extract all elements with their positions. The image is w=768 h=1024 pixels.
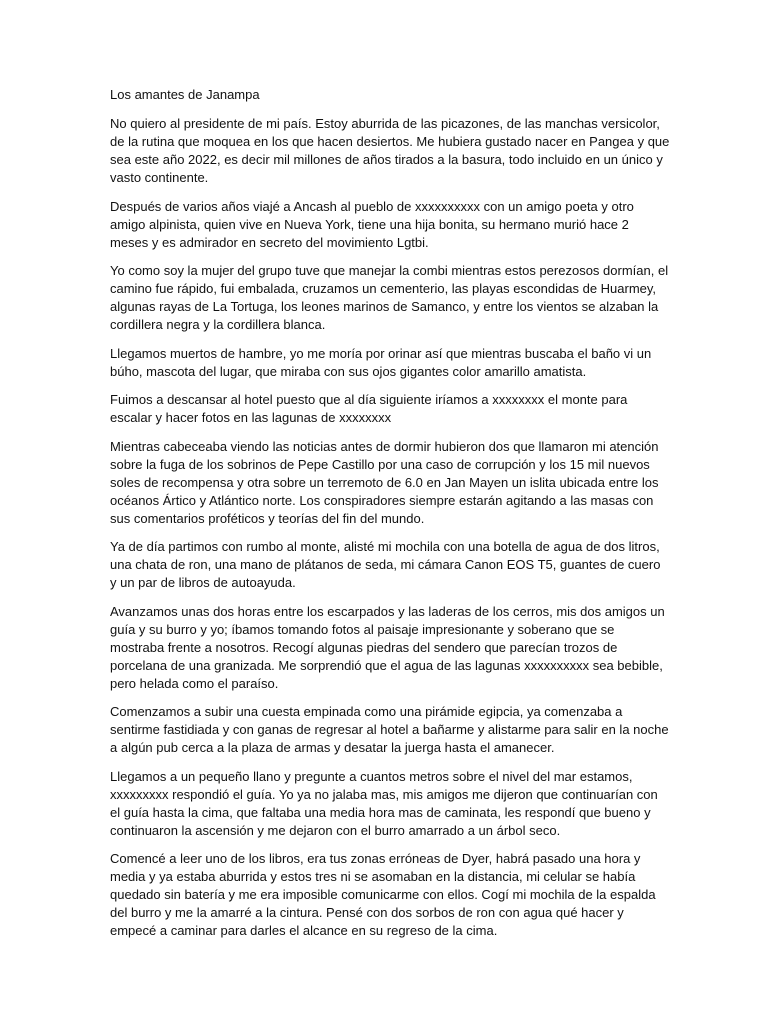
- paragraph-9: Comenzamos a subir una cuesta empinada como una pirámide egipcia, ya comenzaba a sentirme fastidiada y con ganas de regresar al hotel a bañarme y alistarme para salir en la noche a algún pub cerca a la plaza de armas y desatar la juerga hasta el amanecer.: [110, 704, 669, 755]
- paragraph-8: Avanzamos unas dos horas entre los escarpados y las laderas de los cerros, mis dos amigos un guía y su burro y yo; íbamos tomando fotos al paisaje impresionante y soberano que se mostraba frente a nosotros. Recogí algunas piedras del sendero que parecían trozos de porcelana de una granizada. Me sorprendió que el agua de las lagunas xxxxxxxxxx sea bebible, pero helada como el paraíso.: [110, 603, 665, 691]
- paragraph-2: Después de varios años viajé a Ancash al pueblo de xxxxxxxxxx con un amigo poeta y otro amigo alpinista, quien vive en Nueva York, tiene una hija bonita, su hermano murió hace 2 meses y es admirador en secreto del movimiento Lgtbi.: [110, 198, 634, 250]
- document-page: [110, 86, 670, 951]
- paragraph-7: Ya de día partimos con rumbo al monte, alisté mi mochila con una botella de agua de dos litros, una chata de ron, una mano de plátanos de seda, mi cámara Canon EOS T5, guantes de cuero y un par de libros de autoayuda.: [110, 539, 661, 590]
- paragraph-11: Comencé a leer uno de los libros, era tus zonas erróneas de Dyer, habrá pasado una hora y media y ya estaba aburrida y estos tres ni se asomaban en la distancia, mi celular se había quedado sin batería y me era imposible comunicarme con ellos. Cogí mi mochila de la espalda del burro y me la amarré a la cintura. Pensé con dos sorbos de ron con agua qué hacer y empecé a caminar para darles el alcance en su regreso de la cima.: [110, 851, 656, 938]
- paragraph-5: Fuimos a descansar al hotel puesto que al día siguiente iríamos a xxxxxxxx el monte para escalar y hacer fotos en las lagunas de xxxxxxxx: [110, 392, 628, 425]
- paragraph-4: Llegamos muertos de hambre, yo me moría por orinar así que mientras buscaba el baño vi un búho, mascota del lugar, que miraba con sus ojos gigantes color amarillo amatista.: [110, 345, 652, 379]
- document-title: Los amantes de Janampa: [110, 87, 260, 102]
- paragraph-10: Llegamos a un pequeño llano y pregunte a cuantos metros sobre el nivel del mar estamos, xxxxxxxxx respondió el guía. Yo ya no jalaba mas, mis amigos me dijeron que continuarían con el guía hasta la cima, que faltaba una media hora mas de caminata, les respondí que bueno y continuaron la ascensión y me dejaron con el burro amarrado a un árbol seco.: [110, 768, 658, 838]
- paragraph-6: Mientras cabeceaba viendo las noticias antes de dormir hubieron dos que llamaron mi atención sobre la fuga de los sobrinos de Pepe Castillo por una caso de corrupción y los 15 mil nuevos soles de recompensa y otra sobre un terremoto de 6.0 en Jan Mayen un islita ubicada entre los océanos Ártico y Atlántico norte. Los conspiradores siempre estarán agitando a las masas con sus comentarios proféticos y teorías del fin del mundo.: [110, 438, 659, 526]
- paragraph-3: Yo como soy la mujer del grupo tuve que manejar la combi mientras estos perezosos dormían, el camino fue rápido, fui embalada, cruzamos un cementerio, las playas escondidas de Huarmey, algunas rayas de La Tortuga, los leones marinos de Samanco, y entre los vientos se alzaban la cordillera negra y la cordillera blanca.: [110, 263, 669, 332]
- paragraph-1: No quiero al presidente de mi país. Estoy aburrida de las picazones, de las manchas versicolor, de la rutina que moquea en los que hacen desiertos. Me hubiera gustado nacer en Pangea y que sea este año 2022, es decir mil millones de años tirados a la basura, todo incluido en un único y vasto continente.: [110, 116, 670, 185]
